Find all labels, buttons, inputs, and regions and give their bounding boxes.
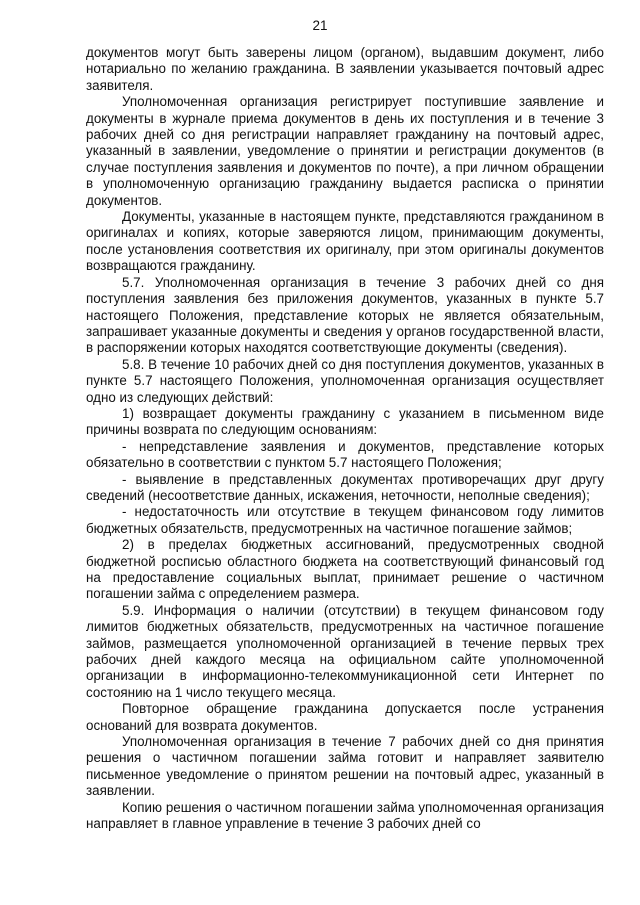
page-number: 21	[312, 18, 328, 33]
list-item: 1) возвращает документы гражданину с указанием в письменном виде причины возврата по следующим основаниям:	[86, 405, 604, 438]
paragraph: документов могут быть заверены лицом (органом), выдавшим документ, либо нотариально по желанию гражданина. В заявлении указывается почтовый адрес заявителя.	[86, 45, 604, 93]
list-item: - непредставление заявления и документов, представление которых обязательно в соответствии с пунктом 5.7 настоящего Положения;	[86, 438, 604, 471]
paragraph: Документы, указанные в настоящем пункте, представляются гражданином в оригиналах и копиях, которые заверяются лицом, принимающим документы, после установления соответствия их оригиналу, при этом оригиналы документов возвращаются гражданину.	[86, 209, 604, 274]
paragraph-5-7: 5.7. Уполномоченная организация в течение 3 рабочих дней со дня поступления заявления без приложения документов, указанных в пункте 5.7 настоящего Положения, представление которых не является обязательным, запрашивает указанные документы и сведения у органов государственной власти, в распоряжении которых находятся соответствующие документы (сведения).	[86, 274, 604, 356]
paragraph: Уполномоченная организация регистрирует поступившие заявление и документы в журнале приема документов в день их поступления и в течение 3 рабочих дней со дня регистрации направляет гражданину на почтовый адрес, указанный в заявлении, уведомление о принятии и регистрации документов (в случае поступления заявления и документов по почте), а при личном обращении в уполномоченную организацию гражданину выдается расписка о принятии документов.	[86, 94, 604, 208]
paragraph: Копию решения о частичном погашении займа уполномоченная организация направляет в главное управление в течение 3 рабочих дней со	[86, 799, 604, 832]
paragraph: Уполномоченная организация в течение 7 рабочих дней со дня принятия решения о частичном погашении займа готовит и направляет заявителю письменное уведомление о принятом решении на почтовый адрес, указанный в заявлении.	[86, 734, 604, 799]
list-item: - недостаточность или отсутствие в текущем финансовом году лимитов бюджетных обязательств, предусмотренных на частичное погашение займов;	[86, 504, 604, 536]
list-item: 2) в пределах бюджетных ассигнований, предусмотренных сводной бюджетной росписью областного бюджета на соответствующий финансовый год на предоставление социальных выплат, принимает решение о частичном погашении займа с определением размера.	[86, 537, 604, 602]
paragraph-5-8: 5.8. В течение 10 рабочих дней со дня поступления документов, указанных в пункте 5.7 настоящего Положения, уполномоченная организация осуществляет одно из следующих действий:	[86, 356, 604, 405]
paragraph-5-9: 5.9. Информация о наличии (отсутствии) в текущем финансовом году лимитов бюджетных обязательств, предусмотренных на частичное погашение займов, размещается уполномоченной организацией в течение первых трех рабочих дней каждого месяца на официальном сайте уполномоченной организации в информационно-телекоммуникационной сети Интернет по состоянию на 1 число текущего месяца.	[86, 602, 604, 700]
paragraph: Повторное обращение гражданина допускается после устранения оснований для возврата документов.	[86, 701, 604, 733]
document-body	[86, 45, 604, 833]
list-item: - выявление в представленных документах противоречащих друг другу сведений (несоответствие данных, искажения, неточности, неполные сведения);	[86, 471, 604, 503]
